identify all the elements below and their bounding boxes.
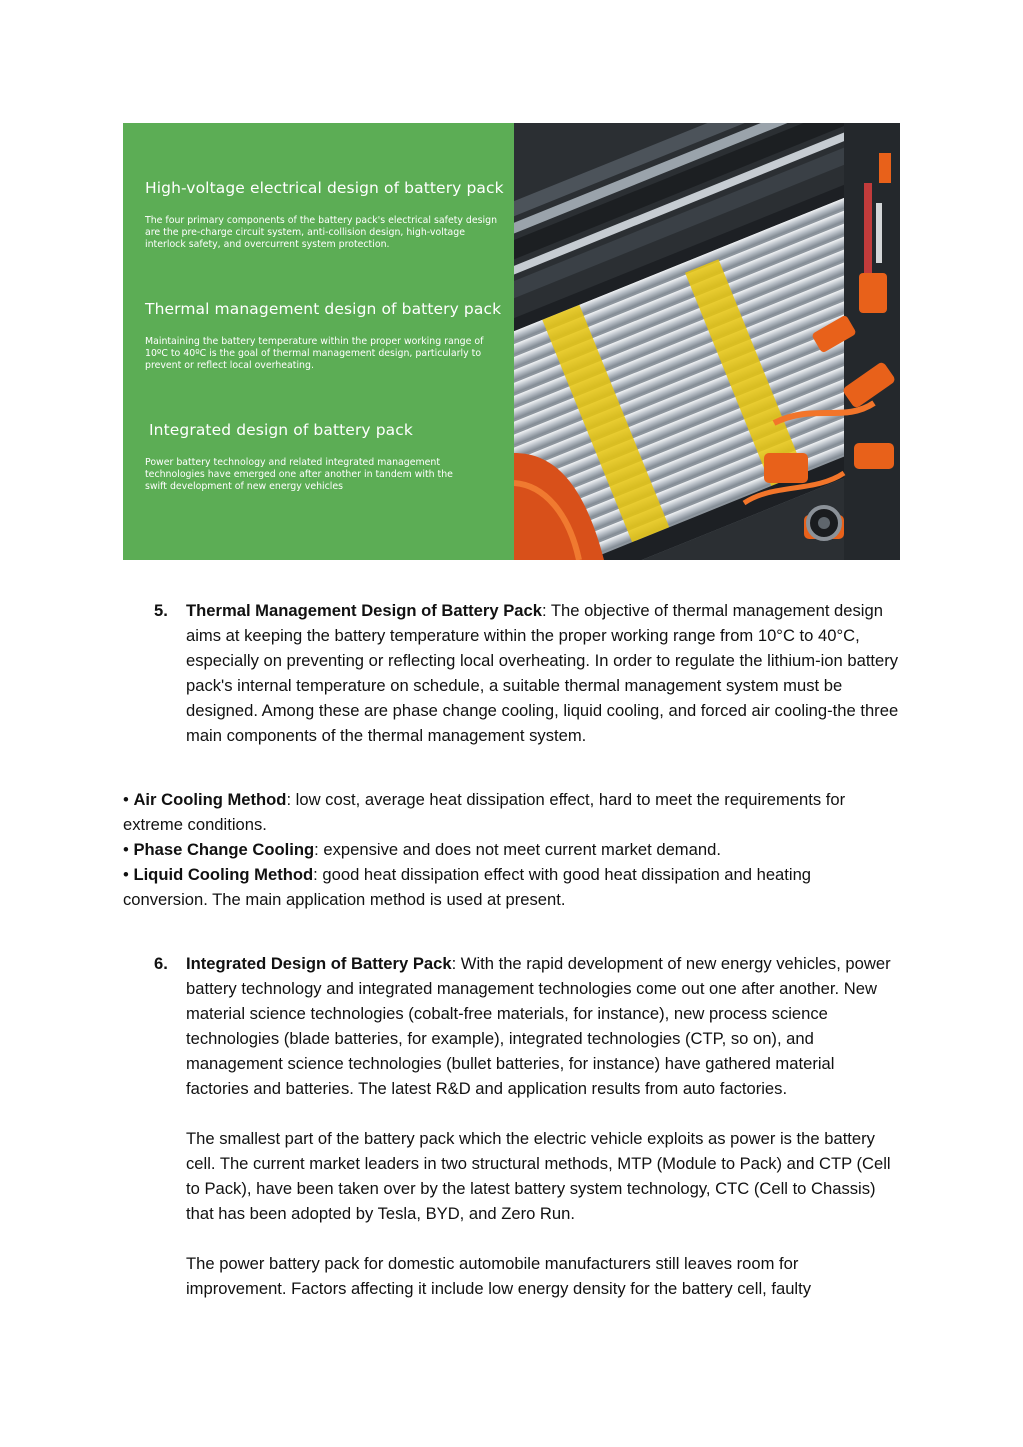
bullet-list	[123, 787, 900, 912]
document-body	[123, 598, 900, 1301]
banner-text-panel	[123, 123, 514, 560]
paragraph: The power battery pack for domestic automobile manufacturers still leaves room for improvement. Factors affecting it include low energy density for the battery cell, faulty	[186, 1254, 812, 1298]
bullet-text: : good heat dissipation effect with good heat dissipation and heating conversion. The main application method is used at present.	[123, 865, 812, 909]
bullet-text: : expensive and does not meet current market demand.	[314, 840, 721, 859]
item-heading: Thermal Management Design of Battery Pack	[186, 601, 542, 620]
bullet-text: : low cost, average heat dissipation effect, hard to meet the requirements for extreme conditions.	[123, 790, 846, 834]
banner-body-thermal: Maintaining the battery temperature within the proper working range of 10ºC to 40ºC is the goal of thermal management design, particularly to prevent or reflect local overheating.	[145, 336, 484, 371]
battery-pack-illustration	[514, 123, 900, 560]
battery-pack-banner	[123, 123, 900, 560]
banner-body-electrical: The four primary components of the battery pack's electrical safety design are the pre-charge circuit system, anti-collision design, high-voltage interlock safety, and overcurrent system protection.	[145, 215, 498, 250]
bullet-item: • Air Cooling Method: low cost, average heat dissipation effect, hard to meet the requirements for extreme conditions.	[123, 790, 846, 834]
item-heading: Integrated Design of Battery Pack	[186, 954, 452, 973]
paragraph: The smallest part of the battery pack which the electric vehicle exploits as power is the battery cell. The current market leaders in two structural methods, MTP (Module to Pack) and CTP (Cell to Pack), have been taken over by the latest battery system technology, CTC (Cell to Chassis) that has been adopted by Tesla, BYD, and Zero Run.	[186, 1129, 891, 1223]
item-number: 5.	[154, 601, 168, 620]
banner-title-thermal: Thermal management design of battery pack	[145, 300, 502, 318]
item-number: 6.	[154, 954, 168, 973]
bullet-label: Phase Change Cooling	[133, 840, 315, 859]
banner-title-integrated: Integrated design of battery pack	[149, 421, 413, 439]
bullet-item: • Phase Change Cooling: expensive and does not meet current market demand.	[123, 840, 721, 859]
numbered-item-6	[123, 951, 900, 1301]
item-text: : With the rapid development of new energy vehicles, power battery technology and integrated management technologies come out one after another. New material science technologies (cobalt-free materials, for instance), new process science technologies (blade batteries, for example), integrated technologies (CTP, so on), and management science technologies (bullet batteries, for instance) have gathered material factories and batteries. The latest R&D and application results from auto factories.	[186, 954, 891, 1098]
battery-cells-photo	[514, 123, 900, 560]
banner-body-integrated: Power battery technology and related integrated management technologies have emerged one after another in tandem with the swift development of new energy vehicles	[145, 457, 453, 492]
bullet-item: • Liquid Cooling Method: good heat dissipation effect with good heat dissipation and heating conversion. The main application method is used at present.	[123, 865, 812, 909]
item-text: : The objective of thermal management design aims at keeping the battery temperature within the proper working range from 10°C to 40°C, especially on preventing or reflecting local overheating. In order to regulate the lithium-ion battery pack's internal temperature on schedule, a suitable thermal management system must be designed. Among these are phase change cooling, liquid cooling, and forced air cooling-the three main components of the thermal management system.	[186, 601, 899, 745]
bullet-label: Liquid Cooling Method	[133, 865, 314, 884]
bullet-label: Air Cooling Method	[133, 790, 287, 809]
numbered-item-5	[123, 598, 900, 748]
banner-title-electrical: High-voltage electrical design of battery pack	[145, 179, 504, 197]
